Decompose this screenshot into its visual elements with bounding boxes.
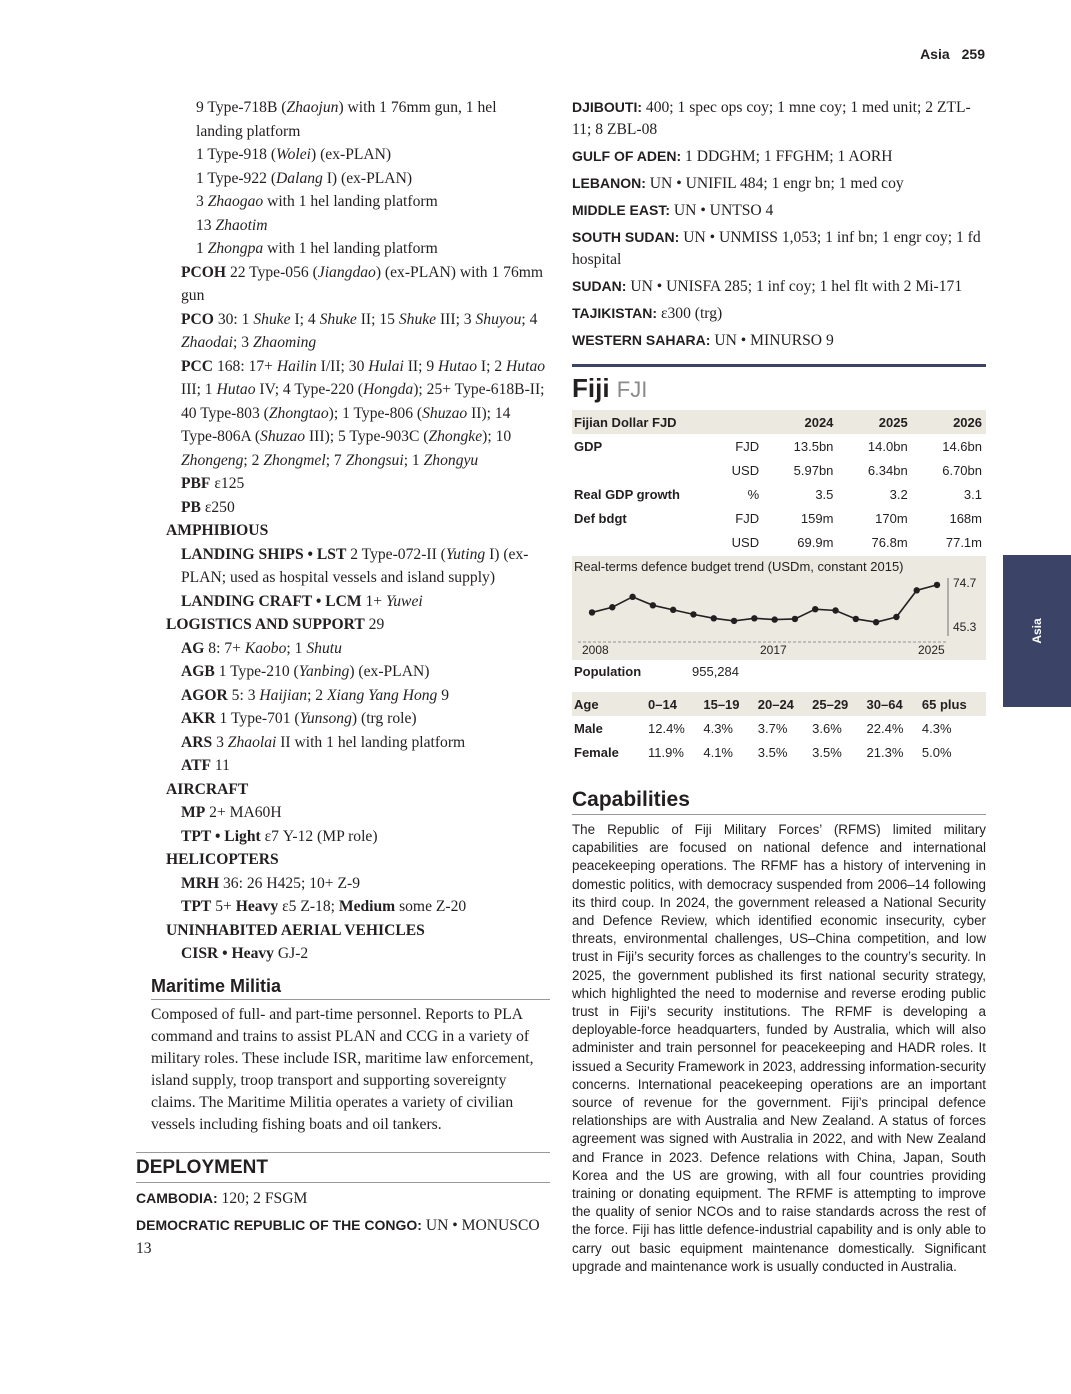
table-cell: 5.0% xyxy=(921,744,952,760)
table-row xyxy=(572,506,986,530)
ag-entry: AG 8: 7+ Kaobo; 1 Shutu xyxy=(181,639,342,657)
table-cell: Fijian Dollar FJD xyxy=(572,410,708,434)
table-header-row xyxy=(572,692,986,716)
uav-heading: UNINHABITED AERIAL VEHICLES xyxy=(166,921,425,939)
table-row xyxy=(572,740,986,764)
table-cell: 2025 xyxy=(837,410,911,434)
right-column xyxy=(572,96,986,1276)
table-cell: 4.3% xyxy=(921,720,952,736)
chart-title: Real-terms defence budget trend (USDm, constant 2015) xyxy=(574,559,904,574)
vessel-list xyxy=(136,96,550,261)
table-cell: 3.5% xyxy=(812,744,842,760)
heli-tpt-entry: TPT 5+ Heavy ε5 Z-18; Medium some Z-20 xyxy=(181,898,467,915)
table-cell: 6.34bn xyxy=(867,462,908,478)
pb-entry: PB ε250 xyxy=(181,498,235,516)
table-cell: 4.3% xyxy=(703,720,733,736)
vessel-line: 9 Type-718B (Zhaojun) with 1 76mm gun, 1 hel xyxy=(196,99,497,116)
pco-entry: PCO 30: 1 Shuke I; 4 Shuke II; 15 Shuke III; 3 Shuyou; 4 Zhaodai; 3 Zhaoming xyxy=(181,310,538,351)
table-cell: 168m xyxy=(949,510,982,526)
table-cell: 14.6bn xyxy=(942,438,982,454)
data-point xyxy=(589,609,595,615)
deployment-entry: WESTERN SAHARA: UN • MINURSO 9 xyxy=(572,332,834,349)
table-cell: 0–14 xyxy=(646,692,701,716)
data-point xyxy=(893,614,899,620)
table-cell: 12.4% xyxy=(648,720,685,736)
table-cell: 25–29 xyxy=(810,692,864,716)
deployment-entry: MIDDLE EAST: UN • UNTSO 4 xyxy=(572,202,774,219)
series-line xyxy=(592,585,937,622)
table-cell: 170m xyxy=(875,510,908,526)
deployment-list-continued xyxy=(572,96,986,352)
section-tab xyxy=(1003,555,1071,707)
table-row xyxy=(572,530,986,554)
pcc-entry: PCC 168: 17+ Hailin I/II; 30 Hulai II; 9 Hutao I; 2 Hutao III; 1 Hutao IV; 4 Type-220 (Hongda); 25+ Type-618B-II; 40 Type-803 (Zhongtao); 1 Type-806 (Shuzao II); 14 Type-806A (Shuzao III); 5 Type-903C (Zhongke); 10 Zhongeng; 2 Zhongmel; 7 Zhongsui; 1 Zhongyu xyxy=(181,357,546,469)
table-cell: 3.5% xyxy=(757,744,788,760)
country-name: Fiji xyxy=(572,373,610,403)
deployment-entry: SOUTH SUDAN: UN • UNMISS 1,053; 1 inf bn; 1 engr coy; 1 fd hospital xyxy=(572,229,981,268)
deployment-entry: SUDAN: UN • UNISFA 285; 1 inf coy; 1 hel flt with 2 Mi-171 xyxy=(572,278,963,295)
y-tick-label: 74.7 xyxy=(953,576,977,590)
table-cell: FJD xyxy=(735,438,760,454)
table-cell: Def bdgt xyxy=(574,510,627,526)
table-cell: 2024 xyxy=(763,410,837,434)
table-row xyxy=(572,716,986,740)
table-cell: 3.7% xyxy=(757,720,788,736)
population-row xyxy=(572,664,986,686)
table-cell: 3.1 xyxy=(963,486,982,502)
table-cell: 2026 xyxy=(912,410,986,434)
pcoh-entry: PCOH 22 Type-056 (Jiangdao) (ex-PLAN) with 1 76mm gun xyxy=(181,263,544,304)
data-point xyxy=(873,619,879,625)
table-row xyxy=(572,434,986,458)
vessel-line: landing platform xyxy=(196,122,301,140)
table-cell xyxy=(708,410,763,434)
table-cell: 3.6% xyxy=(812,720,842,736)
x-tick-label: 2017 xyxy=(760,643,787,657)
table-cell: 13.5bn xyxy=(793,438,834,454)
country-code: FJI xyxy=(616,377,648,402)
helicopters-heading: HELICOPTERS xyxy=(166,851,279,868)
deployment-entry: LEBANON: UN • UNIFIL 484; 1 engr bn; 1 med coy xyxy=(572,175,904,192)
table-cell: 15–19 xyxy=(701,692,755,716)
vessel-line: 3 Zhaogao with 1 hel landing platform xyxy=(196,193,438,210)
vessel-line: 1 Type-922 (Dalang I) (ex-PLAN) xyxy=(196,169,413,187)
table-cell: Female xyxy=(574,744,619,760)
logistics-heading: LOGISTICS AND SUPPORT 29 xyxy=(166,616,385,633)
data-point xyxy=(771,616,777,622)
table-cell: 6.70bn xyxy=(942,462,982,478)
lst-entry: LANDING SHIPS • LST 2 Type-072-II (Yuting I) (ex-PLAN; used as hospital vessels and island supply) xyxy=(181,545,529,586)
table-cell: USD xyxy=(731,462,760,478)
x-tick-label: 2008 xyxy=(582,643,609,657)
table-header-row xyxy=(572,410,986,434)
x-tick-label: 2025 xyxy=(918,643,945,657)
table-cell: 77.1m xyxy=(945,534,982,550)
capabilities-body: The Republic of Fiji Military Forces’ (RFMS) limited military capabilities are focused on national defence and international peacekeeping operations. The RFMF has a history of intervening in domestic politics, with democracy suspended from 2006–14 following its third coup. In 2024, the government released a National Security and Defence Review, which identified economic insecurity, cyber threats, environmental challenges, US–China competition, and low trust in Fiji’s security forces as challenges to the country’s security. In 2025, the government published its first national security strategy, which highlighted the need to modernise and reverse eroding public trust in Fiji’s security institutions. The RFMF is developing a deployable-force headquarters, funded by Australia, which will also administer and train personnel for peacekeeping and HADR roles. It issued a Security Framework in 2023, addressing information-security concerns. International peacekeeping operations are an important source of revenue for the government. Fiji’s principal defence relationships are with Australia and New Zealand. A status of forces agreement was signed with Australia in 2022, and with New Zealand and France in 2023. Defence relations with China, Japan, South Korea and the US are growing, with all four countries providing training or donating equipment. The RFMF is attempting to improve the quality of senior NCOs and to raise standards across the rest of the force. Fiji has little defence-industrial capability and is only able to carry out basic equipment maintenance domestically. Significant upgrade and maintenance work is usually conducted in Australia. xyxy=(572,822,986,1274)
table-cell: GDP xyxy=(574,438,603,454)
deployment-entry: CAMBODIA: 120; 2 FSGM xyxy=(136,1189,308,1207)
page-header xyxy=(908,46,985,62)
table-cell: 69.9m xyxy=(797,534,834,550)
tpt-entry: TPT • Light ε7 Y-12 (MP role) xyxy=(181,827,378,845)
table-cell: 3.5 xyxy=(815,486,834,502)
data-point xyxy=(751,615,757,621)
table-cell xyxy=(572,530,708,554)
data-point xyxy=(832,607,838,613)
chart-plot xyxy=(572,556,986,660)
atf-entry: ATF 11 xyxy=(181,757,230,774)
data-point xyxy=(650,602,656,608)
defence-budget-chart xyxy=(572,556,986,660)
vessel-line: 1 Zhongpa with 1 hel landing platform xyxy=(196,240,438,257)
amphibious-heading: AMPHIBIOUS xyxy=(166,522,269,539)
country-title xyxy=(572,373,986,404)
population-value: 955,284 xyxy=(692,664,739,679)
data-point xyxy=(711,615,717,621)
data-point xyxy=(934,582,940,588)
deployment-entry: DEMOCRATIC REPUBLIC OF THE CONGO: UN • MONUSCO 13 xyxy=(136,1216,540,1257)
data-point xyxy=(690,611,696,617)
mp-entry: MP 2+ MA60H xyxy=(181,804,282,821)
agor-entry: AGOR 5: 3 Haijian; 2 Xiang Yang Hong 9 xyxy=(181,686,450,704)
table-cell: 20–24 xyxy=(756,692,810,716)
table-cell: 4.1% xyxy=(703,744,733,760)
table-cell: Real GDP growth xyxy=(574,486,680,502)
page-number: 259 xyxy=(961,46,985,62)
ars-entry: ARS 3 Zhaolai II with 1 hel landing platform xyxy=(181,733,466,751)
data-point xyxy=(731,618,737,624)
deployment-entry: GULF OF ADEN: 1 DDGHM; 1 FFGHM; 1 AORH xyxy=(572,148,893,165)
aircraft-heading: AIRCRAFT xyxy=(166,780,249,798)
table-row xyxy=(572,482,986,506)
table-cell: 76.8m xyxy=(871,534,908,550)
table-cell: FJD xyxy=(735,510,760,526)
data-point xyxy=(853,616,859,622)
table-cell: 11.9% xyxy=(648,744,684,760)
table-cell: Age xyxy=(572,692,646,716)
deployment-entry: TAJIKISTAN: ε300 (trg) xyxy=(572,305,723,322)
data-point xyxy=(792,616,798,622)
capabilities-title: Capabilities xyxy=(572,788,986,815)
section-tab-label: Asia xyxy=(1030,618,1044,644)
population-label: Population xyxy=(574,664,642,679)
section-name: Asia xyxy=(920,46,950,62)
table-cell: 21.3% xyxy=(866,744,904,760)
maritime-militia-body: Composed of full- and part-time personnel. Reports to PLA command and trains to assist PLAN and CCG in a variety of military roles. These include ISR, maritime law enforcement, island supply, troop transport and supporting sovereignty claims. The Maritime Militia operates a variety of civilian vessels including fishing boats and oil tankers. xyxy=(151,1005,534,1133)
table-cell: 5.97bn xyxy=(793,462,834,478)
vessel-line: 1 Type-918 (Wolei) (ex-PLAN) xyxy=(196,146,392,163)
lcm-entry: LANDING CRAFT • LCM 1+ Yuwei xyxy=(181,592,423,610)
deployment-list xyxy=(136,1187,550,1260)
table-cell: 3.2 xyxy=(889,486,908,502)
economic-table xyxy=(572,410,986,554)
table-cell: USD xyxy=(731,534,760,550)
akr-entry: AKR 1 Type-701 (Yunsong) (trg role) xyxy=(181,710,417,727)
deployment-entry: DJIBOUTI: 400; 1 spec ops coy; 1 mne coy; 1 med unit; 2 ZTL-11; 8 ZBL-08 xyxy=(572,99,971,138)
left-column xyxy=(136,96,550,1260)
data-point xyxy=(812,606,818,612)
table-cell: % xyxy=(747,486,760,502)
table-row xyxy=(572,458,986,482)
table-cell: 65 plus xyxy=(920,692,986,716)
data-point xyxy=(914,587,920,593)
age-table xyxy=(572,692,986,764)
table-cell: 30–64 xyxy=(865,692,920,716)
deployment-title: DEPLOYMENT xyxy=(136,1152,550,1183)
mrh-entry: MRH 36: 26 H425; 10+ Z-9 xyxy=(181,874,361,892)
table-cell: 14.0bn xyxy=(867,438,908,454)
y-tick-label: 45.3 xyxy=(953,620,977,634)
maritime-militia-title: Maritime Militia xyxy=(151,976,550,1000)
data-point xyxy=(609,604,615,610)
table-cell: Male xyxy=(574,720,603,736)
table-cell: 159m xyxy=(800,510,834,526)
pbf-entry: PBF ε125 xyxy=(181,475,245,492)
cisr-entry: CISR • Heavy GJ-2 xyxy=(181,945,309,962)
table-cell xyxy=(572,458,708,482)
table-cell: 22.4% xyxy=(866,720,904,736)
vessel-line: 13 Zhaotim xyxy=(196,216,268,234)
section-rule xyxy=(572,364,986,367)
data-point xyxy=(629,594,635,600)
data-point xyxy=(670,607,676,613)
agb-entry: AGB 1 Type-210 (Yanbing) (ex-PLAN) xyxy=(181,663,430,680)
